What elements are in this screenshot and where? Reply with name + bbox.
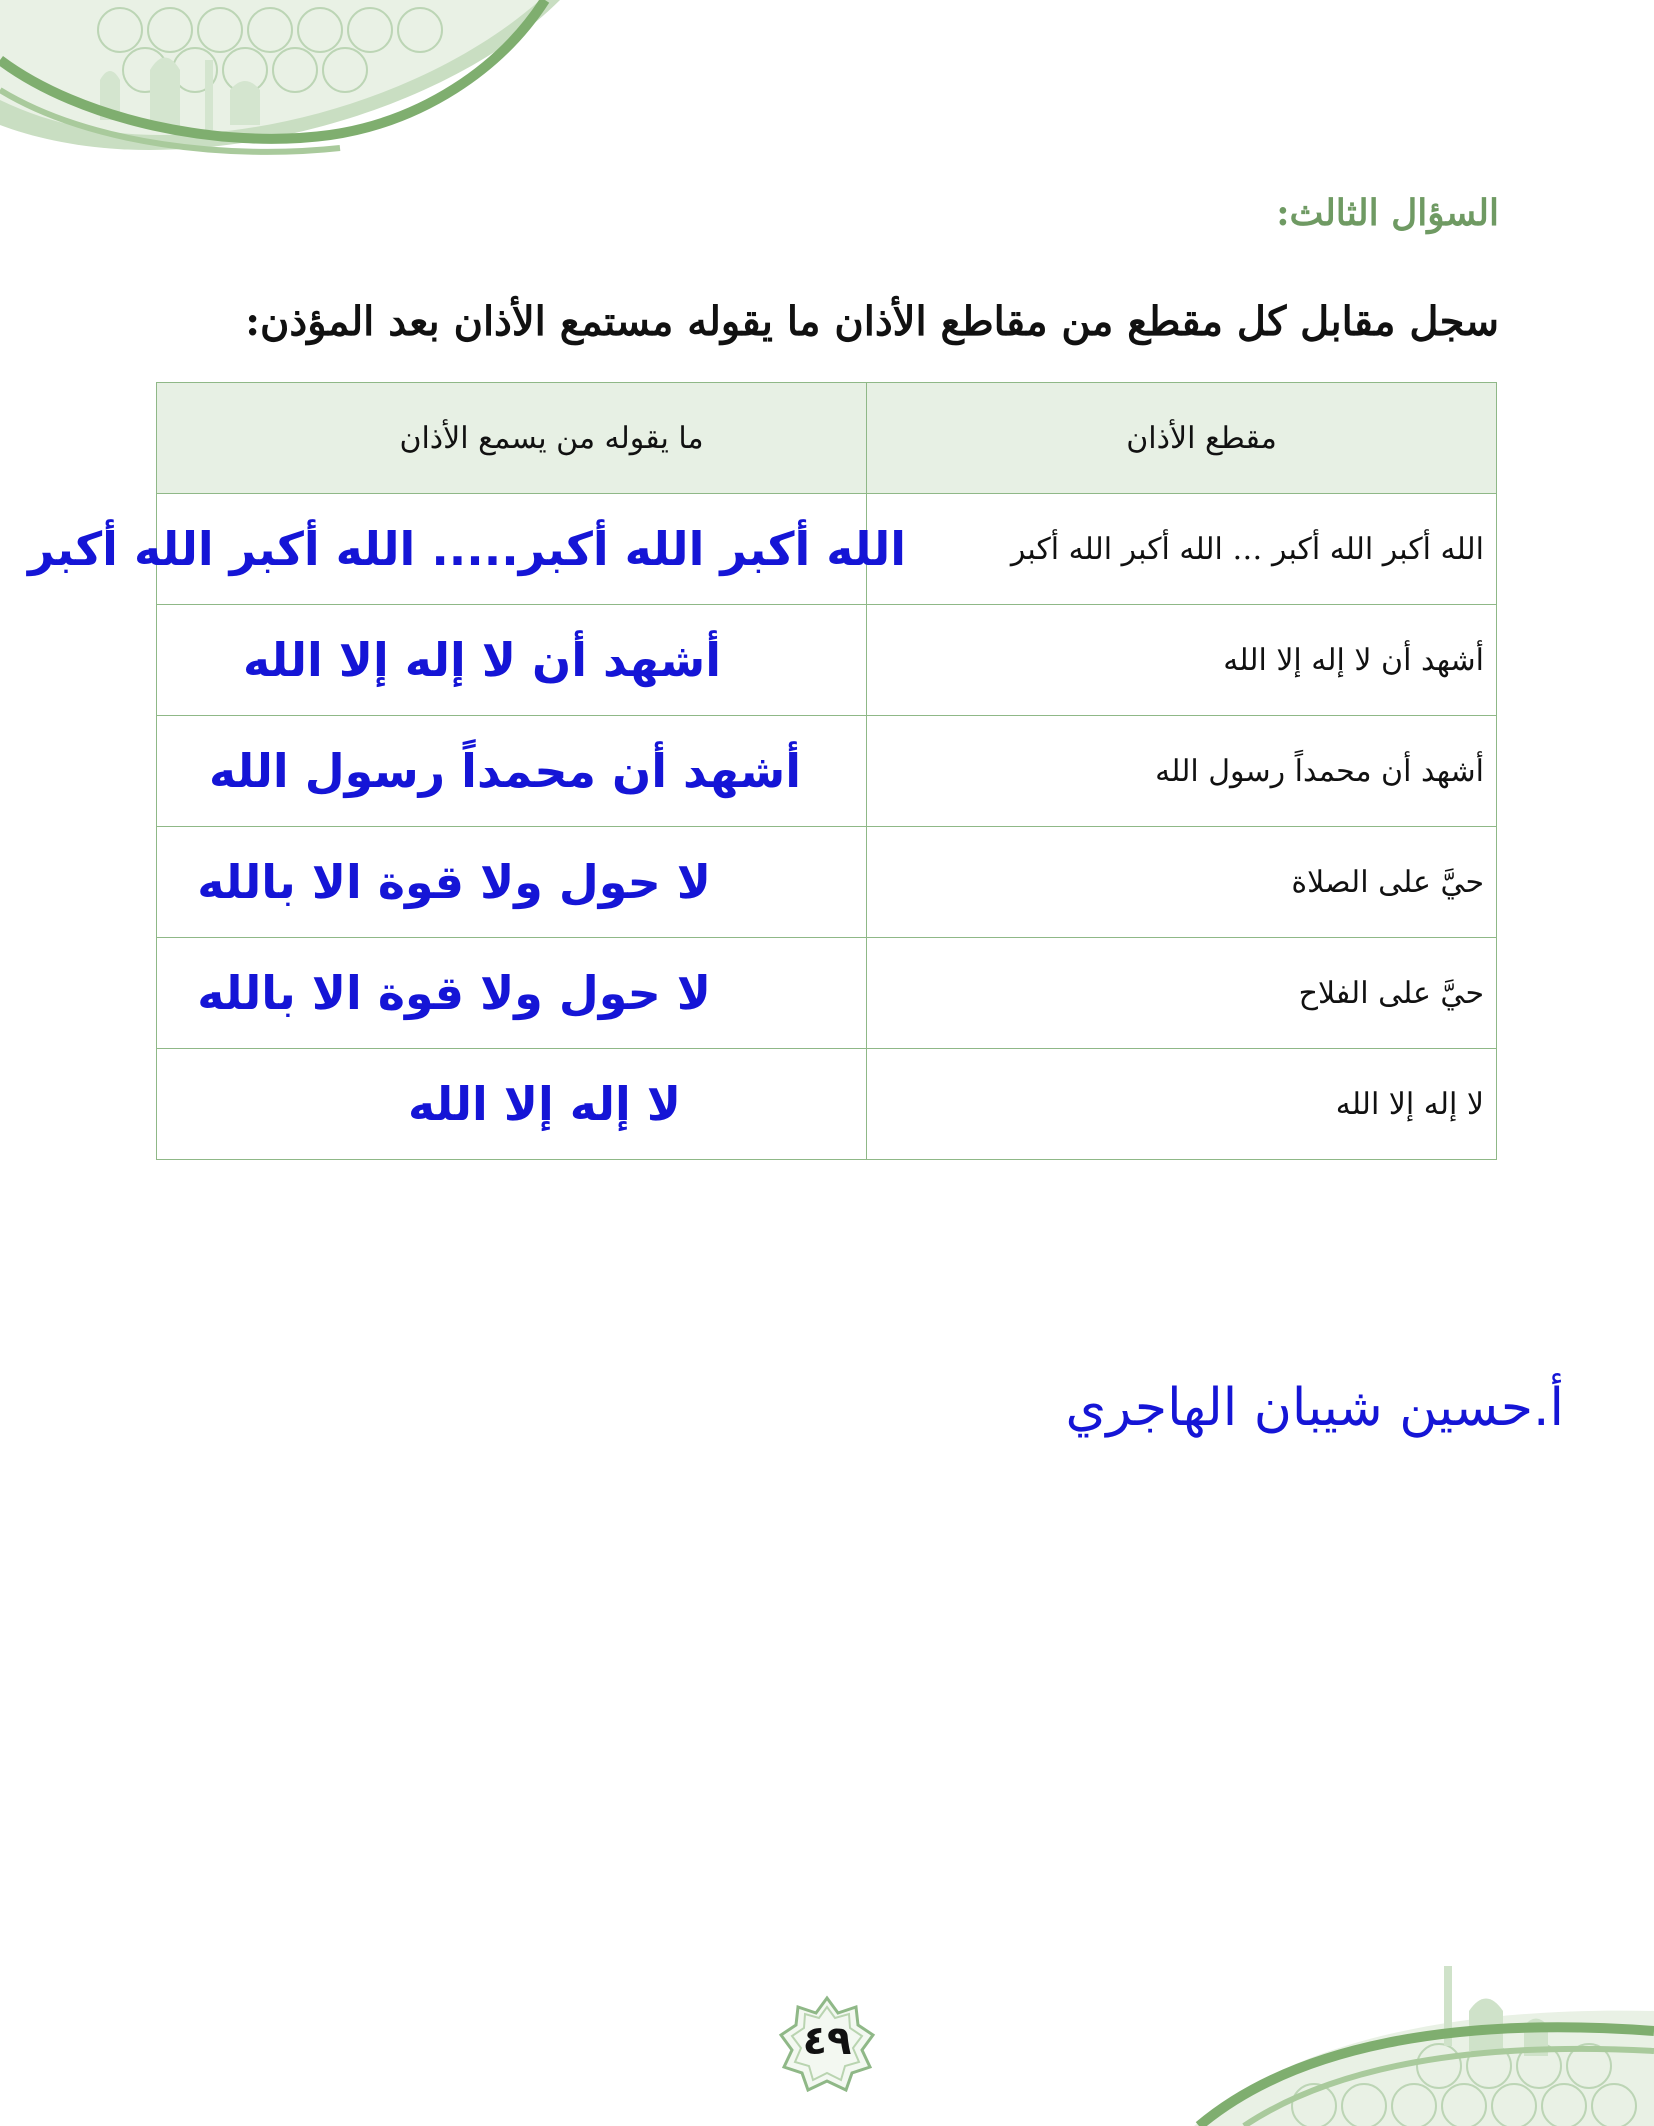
response-answer: لا إله إلا الله <box>408 1077 681 1131</box>
response-answer: لا حول ولا قوة الا بالله <box>197 966 711 1020</box>
table-header-row <box>157 383 1497 494</box>
response-cell <box>157 827 867 938</box>
response-cell <box>157 1049 867 1160</box>
bottom-corner-decoration <box>1194 1956 1654 2126</box>
header-segment: مقطع الأذان <box>867 383 1497 494</box>
response-cell <box>28 494 906 605</box>
segment-cell: أشهد أن محمداً رسول الله <box>867 716 1497 827</box>
adhan-table <box>28 382 1497 1160</box>
question-instruction: سجل مقابل كل مقطع من مقاطع الأذان ما يقوله مستمع الأذان بعد المؤذن: <box>245 298 1499 345</box>
segment-cell: حيَّ على الصلاة <box>867 827 1497 938</box>
header-response: ما يقوله من يسمع الأذان <box>157 383 867 494</box>
response-answer: الله أكبر الله أكبر..... الله أكبر الله أكبر <box>28 522 906 576</box>
segment-cell: حيَّ على الفلاح <box>867 938 1497 1049</box>
segment-cell: لا إله إلا الله <box>867 1049 1497 1160</box>
table-row <box>157 938 1497 1049</box>
table-row <box>157 827 1497 938</box>
response-answer: أشهد أن محمداً رسول الله <box>208 744 801 798</box>
question-title: السؤال الثالث: <box>1276 192 1499 234</box>
segment-cell: الله أكبر الله أكبر … الله أكبر الله أكبر <box>867 494 1497 605</box>
segment-cell: أشهد أن لا إله إلا الله <box>867 605 1497 716</box>
top-corner-decoration <box>0 0 560 170</box>
response-cell <box>157 716 867 827</box>
response-answer: لا حول ولا قوة الا بالله <box>197 855 711 909</box>
page-number: ٤٩ <box>802 2018 852 2064</box>
table-row <box>157 494 1497 605</box>
table-row <box>157 1049 1497 1160</box>
author-name: أ.حسين شيبان الهاجري <box>1065 1378 1564 1438</box>
response-cell <box>157 938 867 1049</box>
table-row <box>157 605 1497 716</box>
table-row <box>157 716 1497 827</box>
response-answer: أشهد أن لا إله إلا الله <box>243 633 721 687</box>
response-cell <box>157 605 867 716</box>
